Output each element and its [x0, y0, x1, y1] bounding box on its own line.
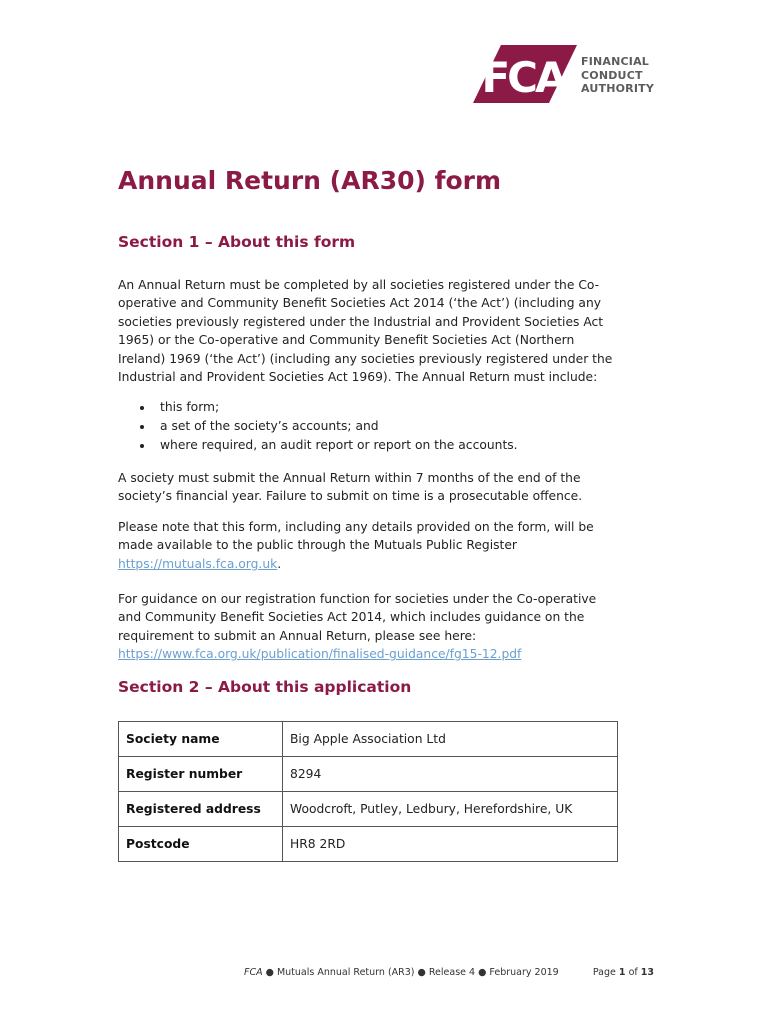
society-name-value: Big Apple Association Ltd	[283, 722, 618, 757]
list-item: where required, an audit report or report on the accounts.	[118, 436, 518, 455]
mutuals-register-link[interactable]: https://mutuals.fca.org.uk	[118, 556, 278, 571]
table-row	[119, 792, 618, 827]
intro-paragraph: An Annual Return must be completed by all societies registered under the Co- operative and Community Benefit Societies Act 2014 (‘the Act’) (including any societies previously registered under the Industrial and Provident Societies Act 1965) or the Co-operative and Community Benefit Societies Act (Northern Ireland) 1969 (‘the Act’) (including any societies previously registered under the Industrial and Provident Societies Act 1969). The Annual Return must include:	[118, 278, 613, 385]
list-item: a set of the society’s accounts; and	[118, 417, 518, 436]
deadline-paragraph: A society must submit the Annual Return within 7 months of the end of the society’s financial year. Failure to submit on time is a prosecutable offence.	[118, 471, 583, 504]
svg-text:FCA: FCA	[481, 53, 565, 102]
footer-doc: Mutuals Annual Return (AR3)	[276, 967, 415, 978]
postcode-value: HR8 2RD	[283, 827, 618, 862]
table-row	[119, 827, 618, 862]
postcode-label: Postcode	[119, 827, 283, 862]
logo-line-3: AUTHORITY	[581, 82, 654, 95]
page-number: Page 1 of 13	[592, 967, 654, 978]
guidance-paragraph: For guidance on our registration function for societies under the Co-operative and Community Benefit Societies Act 2014, which includes guidance on the requirement to submit an Annual Return, please see here: https://www.fca.org.uk/publication/finalised-guidance/fg15-12.pdf	[118, 592, 597, 662]
guidance-link[interactable]: https://www.fca.org.uk/publication/finalised-guidance/fg15-12.pdf	[118, 647, 522, 662]
bullet-separator-icon: ●	[478, 967, 487, 978]
bullet-separator-icon: ●	[417, 967, 426, 978]
table-row	[119, 757, 618, 792]
section-2-heading: Section 2 – About this application	[118, 678, 412, 696]
register-number-value: 8294	[283, 757, 618, 792]
fca-logo-mark	[471, 45, 577, 103]
logo-line-2: CONDUCT	[581, 68, 643, 82]
footer-date: February 2019	[489, 967, 559, 978]
list-item: this form;	[118, 398, 518, 417]
footer-release: Release 4	[428, 967, 476, 978]
registered-address-label: Registered address	[119, 792, 283, 827]
requirements-list	[118, 398, 518, 455]
page-title: Annual Return (AR30) form	[118, 166, 502, 195]
public-register-paragraph: Please note that this form, including any details provided on the form, will be made available to the public through the Mutuals Public Register https://mutuals.fca.org.uk.	[118, 520, 594, 571]
bullet-separator-icon: ●	[265, 967, 274, 978]
footer-org: FCA	[244, 967, 263, 978]
registered-address-value: Woodcroft, Putley, Ledbury, Herefordshire, UK	[283, 792, 618, 827]
section-1-heading: Section 1 – About this form	[118, 233, 356, 251]
application-table	[118, 721, 618, 862]
register-number-label: Register number	[119, 757, 283, 792]
logo-line-1: FINANCIAL	[581, 55, 650, 68]
society-name-label: Society name	[119, 722, 283, 757]
fca-logo	[471, 45, 654, 103]
table-row	[119, 722, 618, 757]
